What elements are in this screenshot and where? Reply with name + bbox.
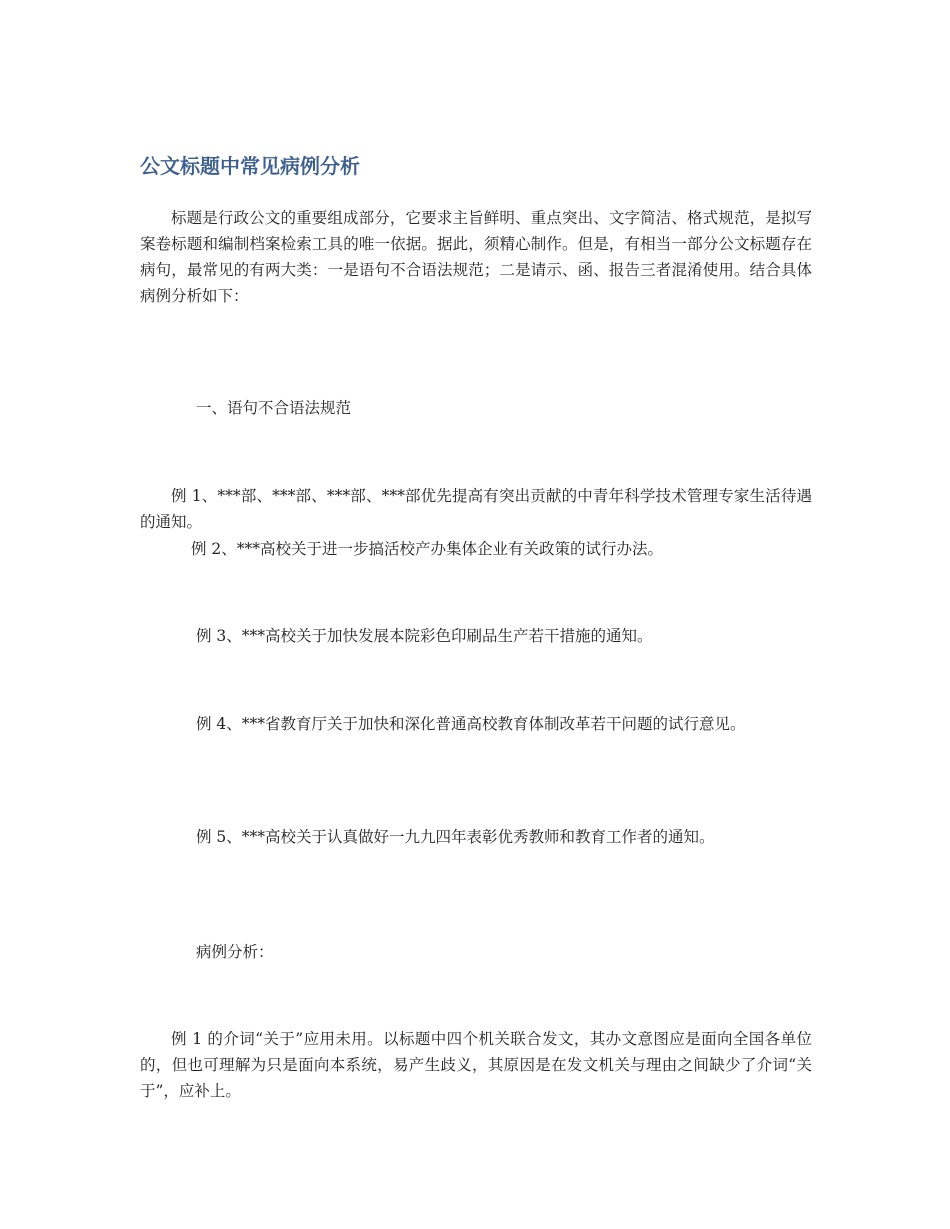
document-title: 公文标题中常见病例分析 (140, 154, 360, 178)
section-heading-grammar: 一、语句不合语法规范 (196, 399, 352, 417)
example-4: 例 4、***省教育厅关于加快和深化普通高校教育体制改革若干问题的试行意见。 (196, 715, 746, 733)
intro-paragraph: 标题是行政公文的重要组成部分，它要求主旨鲜明、重点突出、文字简洁、格式规范，是拟写案卷标题和编制档案检索工具的唯一依据。据此，须精心制作。但是，有相当一部分公文标题存在病句，最常见的有两大类：一是语句不合语法规范；二是请示、函、报告三者混淆使用。结合具体病例分析如下： (140, 209, 812, 305)
example-2: 例 2、***高校关于进一步搞活校产办集体企业有关政策的试行办法。 (191, 540, 664, 558)
example-3: 例 3、***高校关于加快发展本院彩色印刷品生产若干措施的通知。 (196, 627, 653, 645)
analysis-heading: 病例分析： (196, 943, 274, 961)
example-1: 例 1、***部、***部、***部、***部优先提高有突出贡献的中青年科学技术管理专家生活待遇的通知。 (140, 487, 812, 531)
example-5: 例 5、***高校关于认真做好一九九四年表彰优秀教师和教育工作者的通知。 (196, 828, 715, 846)
analysis-paragraph-1: 例 1 的介词“关于”应用未用。以标题中四个机关联合发文，其办文意图应是面向全国各单位的，但也可理解为只是面向本系统，易产生歧义，其原因是在发文机关与理由之间缺少了介词“关于”，应补上。 (140, 1030, 812, 1100)
